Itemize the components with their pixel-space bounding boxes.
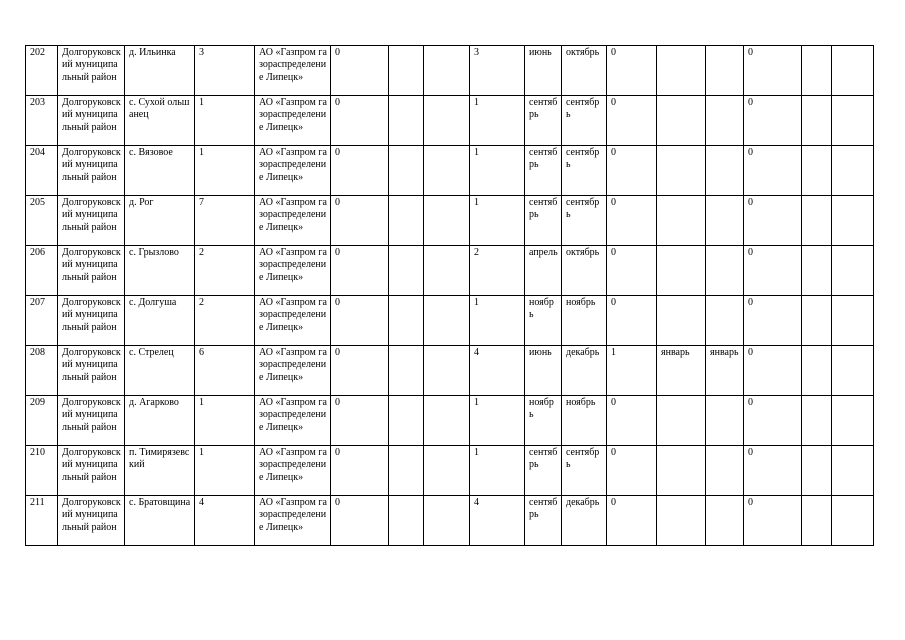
- district-cell: Долгоруковский муниципальный район: [58, 46, 125, 96]
- end-month-cell: октябрь: [562, 46, 607, 96]
- month-cell: январь: [657, 346, 706, 396]
- value-cell: [389, 346, 424, 396]
- value-cell: 1: [470, 296, 525, 346]
- district-cell: Долгоруковский муниципальный район: [58, 96, 125, 146]
- table-row: [26, 246, 874, 296]
- value-cell: [832, 446, 874, 496]
- end-month-cell: сентябрь: [562, 96, 607, 146]
- start-month-cell: ноябрь: [525, 396, 562, 446]
- table-row: [26, 46, 874, 96]
- district-cell: Долгоруковский муниципальный район: [58, 446, 125, 496]
- value-cell: [802, 196, 832, 246]
- start-month-cell: сентябрь: [525, 446, 562, 496]
- value-cell: 1: [470, 146, 525, 196]
- month-cell: [706, 196, 744, 246]
- value-cell: 0: [331, 446, 389, 496]
- row-number-cell: 209: [26, 396, 58, 446]
- value-cell: [424, 46, 470, 96]
- table-row: [26, 96, 874, 146]
- value-cell: 0: [607, 96, 657, 146]
- value-cell: [389, 196, 424, 246]
- month-cell: [706, 246, 744, 296]
- value-cell: 1: [470, 446, 525, 496]
- month-cell: [706, 446, 744, 496]
- value-cell: [802, 146, 832, 196]
- end-month-cell: декабрь: [562, 496, 607, 546]
- count-cell: 1: [195, 396, 255, 446]
- end-month-cell: сентябрь: [562, 196, 607, 246]
- row-number-cell: 203: [26, 96, 58, 146]
- value-cell: 1: [470, 96, 525, 146]
- table-row: [26, 196, 874, 246]
- end-month-cell: сентябрь: [562, 146, 607, 196]
- value-cell: 3: [470, 46, 525, 96]
- value-cell: [389, 46, 424, 96]
- locality-cell: д. Ильинка: [125, 46, 195, 96]
- value-cell: 0: [331, 296, 389, 346]
- month-cell: [706, 496, 744, 546]
- value-cell: [802, 496, 832, 546]
- value-cell: 0: [607, 146, 657, 196]
- table-body: [26, 46, 874, 546]
- value-cell: 0: [744, 146, 802, 196]
- value-cell: [832, 246, 874, 296]
- month-cell: [657, 496, 706, 546]
- district-cell: Долгоруковский муниципальный район: [58, 496, 125, 546]
- value-cell: [832, 396, 874, 446]
- value-cell: [802, 246, 832, 296]
- start-month-cell: апрель: [525, 246, 562, 296]
- data-table: [25, 45, 874, 546]
- start-month-cell: сентябрь: [525, 146, 562, 196]
- table-row: [26, 146, 874, 196]
- organization-cell: АО «Газпром газораспределение Липецк»: [255, 196, 331, 246]
- value-cell: [802, 346, 832, 396]
- locality-cell: с. Долгуша: [125, 296, 195, 346]
- value-cell: 0: [607, 296, 657, 346]
- value-cell: [802, 446, 832, 496]
- value-cell: [424, 496, 470, 546]
- locality-cell: с. Грызлово: [125, 246, 195, 296]
- value-cell: 0: [607, 246, 657, 296]
- month-cell: [657, 446, 706, 496]
- end-month-cell: декабрь: [562, 346, 607, 396]
- organization-cell: АО «Газпром газораспределение Липецк»: [255, 296, 331, 346]
- count-cell: 1: [195, 96, 255, 146]
- locality-cell: с. Вязовое: [125, 146, 195, 196]
- value-cell: [424, 246, 470, 296]
- organization-cell: АО «Газпром газораспределение Липецк»: [255, 446, 331, 496]
- value-cell: [389, 96, 424, 146]
- value-cell: [832, 296, 874, 346]
- table-row: [26, 346, 874, 396]
- count-cell: 1: [195, 446, 255, 496]
- value-cell: [802, 396, 832, 446]
- start-month-cell: сентябрь: [525, 496, 562, 546]
- value-cell: 1: [470, 396, 525, 446]
- locality-cell: с. Братовщина: [125, 496, 195, 546]
- value-cell: 0: [607, 446, 657, 496]
- row-number-cell: 208: [26, 346, 58, 396]
- value-cell: [389, 496, 424, 546]
- count-cell: 6: [195, 346, 255, 396]
- month-cell: [706, 296, 744, 346]
- row-number-cell: 207: [26, 296, 58, 346]
- value-cell: [389, 246, 424, 296]
- value-cell: [802, 46, 832, 96]
- value-cell: 0: [331, 246, 389, 296]
- district-cell: Долгоруковский муниципальный район: [58, 196, 125, 246]
- start-month-cell: сентябрь: [525, 96, 562, 146]
- start-month-cell: ноябрь: [525, 296, 562, 346]
- row-number-cell: 205: [26, 196, 58, 246]
- start-month-cell: сентябрь: [525, 196, 562, 246]
- value-cell: [424, 346, 470, 396]
- month-cell: [706, 46, 744, 96]
- district-cell: Долгоруковский муниципальный район: [58, 296, 125, 346]
- value-cell: 1: [607, 346, 657, 396]
- month-cell: [706, 396, 744, 446]
- value-cell: 0: [744, 296, 802, 346]
- value-cell: 0: [744, 346, 802, 396]
- organization-cell: АО «Газпром газораспределение Липецк»: [255, 396, 331, 446]
- value-cell: [832, 96, 874, 146]
- count-cell: 2: [195, 296, 255, 346]
- locality-cell: д. Рог: [125, 196, 195, 246]
- month-cell: [657, 146, 706, 196]
- count-cell: 7: [195, 196, 255, 246]
- value-cell: [832, 146, 874, 196]
- row-number-cell: 206: [26, 246, 58, 296]
- count-cell: 4: [195, 496, 255, 546]
- value-cell: [389, 296, 424, 346]
- district-cell: Долгоруковский муниципальный район: [58, 346, 125, 396]
- locality-cell: с. Сухой ольшанец: [125, 96, 195, 146]
- value-cell: 0: [331, 146, 389, 196]
- table-row: [26, 496, 874, 546]
- value-cell: 0: [744, 496, 802, 546]
- district-cell: Долгоруковский муниципальный район: [58, 146, 125, 196]
- value-cell: 4: [470, 346, 525, 396]
- end-month-cell: ноябрь: [562, 296, 607, 346]
- end-month-cell: сентябрь: [562, 446, 607, 496]
- organization-cell: АО «Газпром газораспределение Липецк»: [255, 346, 331, 396]
- value-cell: 4: [470, 496, 525, 546]
- value-cell: [424, 296, 470, 346]
- month-cell: [706, 146, 744, 196]
- table-row: [26, 296, 874, 346]
- month-cell: январь: [706, 346, 744, 396]
- value-cell: [424, 196, 470, 246]
- value-cell: 0: [744, 396, 802, 446]
- district-cell: Долгоруковский муниципальный район: [58, 396, 125, 446]
- value-cell: 0: [607, 46, 657, 96]
- table-row: [26, 446, 874, 496]
- value-cell: [424, 146, 470, 196]
- value-cell: [424, 96, 470, 146]
- value-cell: [832, 196, 874, 246]
- value-cell: 0: [607, 496, 657, 546]
- value-cell: 0: [331, 96, 389, 146]
- value-cell: [832, 346, 874, 396]
- row-number-cell: 211: [26, 496, 58, 546]
- value-cell: 0: [744, 246, 802, 296]
- value-cell: 0: [331, 346, 389, 396]
- count-cell: 3: [195, 46, 255, 96]
- organization-cell: АО «Газпром газораспределение Липецк»: [255, 146, 331, 196]
- value-cell: 0: [744, 96, 802, 146]
- start-month-cell: июнь: [525, 46, 562, 96]
- value-cell: 0: [744, 196, 802, 246]
- locality-cell: д. Агарково: [125, 396, 195, 446]
- value-cell: 0: [744, 46, 802, 96]
- month-cell: [657, 96, 706, 146]
- end-month-cell: ноябрь: [562, 396, 607, 446]
- value-cell: 2: [470, 246, 525, 296]
- locality-cell: п. Тимирязевский: [125, 446, 195, 496]
- month-cell: [657, 246, 706, 296]
- month-cell: [657, 46, 706, 96]
- value-cell: 0: [744, 446, 802, 496]
- table-row: [26, 396, 874, 446]
- organization-cell: АО «Газпром газораспределение Липецк»: [255, 46, 331, 96]
- month-cell: [657, 196, 706, 246]
- row-number-cell: 210: [26, 446, 58, 496]
- count-cell: 2: [195, 246, 255, 296]
- start-month-cell: июнь: [525, 346, 562, 396]
- district-cell: Долгоруковский муниципальный район: [58, 246, 125, 296]
- value-cell: 0: [607, 196, 657, 246]
- value-cell: [389, 146, 424, 196]
- value-cell: [832, 496, 874, 546]
- value-cell: 0: [331, 396, 389, 446]
- value-cell: [424, 446, 470, 496]
- value-cell: 0: [607, 396, 657, 446]
- month-cell: [657, 396, 706, 446]
- organization-cell: АО «Газпром газораспределение Липецк»: [255, 496, 331, 546]
- value-cell: [802, 96, 832, 146]
- value-cell: [389, 396, 424, 446]
- end-month-cell: октябрь: [562, 246, 607, 296]
- value-cell: [424, 396, 470, 446]
- organization-cell: АО «Газпром газораспределение Липецк»: [255, 96, 331, 146]
- month-cell: [657, 296, 706, 346]
- value-cell: 0: [331, 196, 389, 246]
- count-cell: 1: [195, 146, 255, 196]
- row-number-cell: 202: [26, 46, 58, 96]
- value-cell: [832, 46, 874, 96]
- value-cell: 0: [331, 46, 389, 96]
- locality-cell: с. Стрелец: [125, 346, 195, 396]
- value-cell: [389, 446, 424, 496]
- value-cell: [802, 296, 832, 346]
- month-cell: [706, 96, 744, 146]
- value-cell: 0: [331, 496, 389, 546]
- row-number-cell: 204: [26, 146, 58, 196]
- value-cell: 1: [470, 196, 525, 246]
- organization-cell: АО «Газпром газораспределение Липецк»: [255, 246, 331, 296]
